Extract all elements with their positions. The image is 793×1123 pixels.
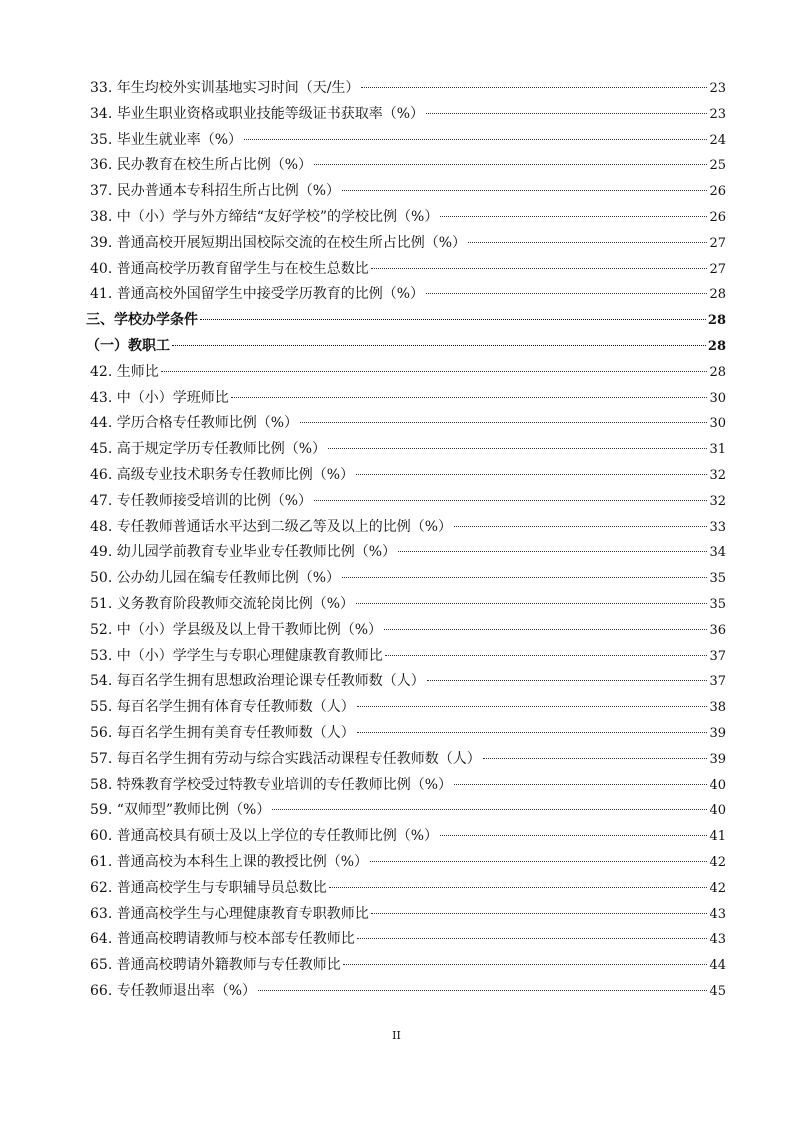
toc-entry-page: 24 <box>709 132 726 148</box>
toc-entry[interactable] <box>86 128 726 154</box>
toc-entry-title: 46. 高级专业技术职务专任教师比例（%） <box>90 466 355 483</box>
dot-leader <box>385 655 708 656</box>
toc-entry[interactable] <box>86 489 726 515</box>
dot-leader <box>343 964 708 965</box>
toc-entry[interactable] <box>86 850 726 876</box>
toc-entry-page: 26 <box>709 184 726 200</box>
dot-leader <box>371 268 708 269</box>
toc-entry[interactable] <box>86 437 726 463</box>
toc-entry-page: 40 <box>709 777 726 793</box>
toc-entry-title: 45. 高于规定学历专任教师比例（%） <box>90 441 327 458</box>
toc-entry[interactable] <box>86 618 726 644</box>
dot-leader <box>329 887 708 888</box>
toc-entry[interactable] <box>86 902 726 928</box>
toc-entry[interactable] <box>86 179 726 205</box>
toc-entry-page: 28 <box>709 364 726 380</box>
toc-entry-page: 39 <box>709 751 726 767</box>
toc-entry[interactable] <box>86 360 726 386</box>
dot-leader <box>200 319 706 320</box>
dot-leader <box>258 990 707 991</box>
toc-entry-page: 41 <box>709 829 726 845</box>
toc-entry-page: 43 <box>709 906 726 922</box>
dot-leader <box>356 603 707 604</box>
toc-entry-title: 38. 中（小）学与外方缔结“友好学校”的学校比例（%） <box>90 208 439 225</box>
toc-entry[interactable] <box>86 463 726 489</box>
toc-entry-title: 50. 公办幼儿园在编专任教师比例（%） <box>90 570 341 587</box>
toc-entry-page: 28 <box>707 313 726 329</box>
dot-leader <box>370 861 707 862</box>
toc-entry-title: 49. 幼儿园学前教育专业毕业专任教师比例（%） <box>90 544 397 561</box>
page-number: II <box>392 1029 401 1042</box>
toc-entry-title: 59. “双师型”教师比例（%） <box>90 802 271 819</box>
dot-leader <box>454 526 707 527</box>
toc-entry-title: 42. 生师比 <box>90 363 159 380</box>
toc-entry[interactable] <box>86 515 726 541</box>
toc-entry-page: 34 <box>709 545 726 561</box>
toc-section-heading[interactable] <box>86 308 726 334</box>
toc-entry-title: 44. 学历合格专任教师比例（%） <box>90 415 299 432</box>
toc-entry-page: 26 <box>709 209 726 225</box>
dot-leader <box>454 784 707 785</box>
toc-entry-page: 36 <box>709 622 726 638</box>
dot-leader <box>314 164 707 165</box>
toc-entry-page: 28 <box>707 338 726 354</box>
toc-entry-page: 28 <box>709 287 726 303</box>
toc-entry-page: 25 <box>709 158 726 174</box>
toc-entry-page: 37 <box>709 674 726 690</box>
toc-entry[interactable] <box>86 102 726 128</box>
dot-leader <box>483 758 708 759</box>
dot-leader <box>300 422 707 423</box>
toc-entry-page: 38 <box>709 700 726 716</box>
toc-entry-title: 56. 每百名学生拥有美育专任教师数（人） <box>90 724 355 741</box>
toc-entry-title: 48. 专任教师普通话水平达到二级乙等及以上的比例（%） <box>90 518 453 535</box>
toc-entry-page: 32 <box>709 493 726 509</box>
toc-entry[interactable] <box>86 566 726 592</box>
toc-entry-page: 33 <box>709 519 726 535</box>
dot-leader <box>328 448 707 449</box>
toc-entry-page: 23 <box>709 81 726 96</box>
toc-entry-title: （一）教职工 <box>86 337 170 354</box>
toc-subsection-heading[interactable] <box>86 334 726 360</box>
toc-entry[interactable] <box>86 669 726 695</box>
toc-entry-page: 23 <box>709 106 726 122</box>
toc-entry-title: 63. 普通高校学生与心理健康教育专职教师比 <box>90 905 369 922</box>
toc-entry-title: 65. 普通高校聘请外籍教师与专任教师比 <box>90 957 341 974</box>
dot-leader <box>371 913 708 914</box>
toc-entry[interactable] <box>86 979 726 1005</box>
toc-entry[interactable] <box>86 257 726 283</box>
toc-entry-page: 44 <box>709 958 726 974</box>
toc-entry-page: 32 <box>709 467 726 483</box>
toc-entry-title: 53. 中（小）学学生与专职心理健康教育教师比 <box>90 647 383 664</box>
toc-entry[interactable] <box>86 721 726 747</box>
toc-entry[interactable] <box>86 747 726 773</box>
toc-entry[interactable] <box>86 644 726 670</box>
dot-leader <box>426 113 707 114</box>
dot-leader <box>272 809 707 810</box>
toc-entry-title: 64. 普通高校聘请教师与校本部专任教师比 <box>90 931 355 948</box>
toc-entry-title: 41. 普通高校外国留学生中接受学历教育的比例（%） <box>90 286 425 303</box>
toc-entry-title: 57. 每百名学生拥有劳动与综合实践活动课程专任教师数（人） <box>90 750 481 767</box>
toc-entry[interactable] <box>86 231 726 257</box>
dot-leader <box>361 87 707 88</box>
toc-entry-page: 30 <box>709 416 726 432</box>
dot-leader <box>342 577 707 578</box>
toc-entry-page: 37 <box>709 648 726 664</box>
toc-entry-page: 27 <box>709 235 726 251</box>
toc-entry-page: 43 <box>709 932 726 948</box>
toc-entry[interactable] <box>86 540 726 566</box>
toc-entry-page: 42 <box>709 854 726 870</box>
toc-entry-title: 36. 民办教育在校生所占比例（%） <box>90 157 313 174</box>
dot-leader <box>356 474 707 475</box>
toc-entry-title: 35. 毕业生就业率（%） <box>90 131 243 148</box>
toc-entry[interactable] <box>86 695 726 721</box>
dot-leader <box>172 345 706 346</box>
toc-entry[interactable] <box>86 153 726 179</box>
toc-entry[interactable] <box>86 773 726 799</box>
toc-entry-title: 55. 每百名学生拥有体育专任教师数（人） <box>90 699 355 716</box>
toc-entry-title: 52. 中（小）学县级及以上骨干教师比例（%） <box>90 621 383 638</box>
dot-leader <box>244 139 707 140</box>
dot-leader <box>231 397 708 398</box>
toc-entry-title: 51. 义务教育阶段教师交流轮岗比例（%） <box>90 595 355 612</box>
toc-entry-title: 三、学校办学条件 <box>86 312 198 329</box>
toc-entry-title: 60. 普通高校具有硕士及以上学位的专任教师比例（%） <box>90 828 439 845</box>
dot-leader <box>357 706 708 707</box>
toc-entry[interactable] <box>86 953 726 979</box>
toc-entry[interactable] <box>86 386 726 412</box>
dot-leader <box>440 835 707 836</box>
toc-entry-page: 35 <box>709 571 726 587</box>
toc-entry-title: 54. 每百名学生拥有思想政治理论课专任教师数（人） <box>90 673 425 690</box>
toc-entry-page: 40 <box>709 803 726 819</box>
toc-entry[interactable] <box>86 798 726 824</box>
toc-entry-title: 58. 特殊教育学校受过特教专业培训的专任教师比例（%） <box>90 776 453 793</box>
dot-leader <box>426 293 707 294</box>
dot-leader <box>314 500 707 501</box>
toc-entry-title: 40. 普通高校学历教育留学生与在校生总数比 <box>90 260 369 277</box>
toc-entry[interactable] <box>86 876 726 902</box>
toc-entry-title: 34. 毕业生职业资格或职业技能等级证书获取率（%） <box>90 105 425 122</box>
toc-entry-title: 62. 普通高校学生与专职辅导员总数比 <box>90 879 327 896</box>
toc-entry[interactable] <box>86 205 726 231</box>
dot-leader <box>398 551 707 552</box>
toc-entry-page: 31 <box>709 442 726 458</box>
toc-entry-page: 30 <box>709 390 726 406</box>
toc-entry[interactable] <box>86 824 726 850</box>
toc-entry-page: 42 <box>709 880 726 896</box>
toc-entry-title: 37. 民办普通本专科招生所占比例（%） <box>90 183 341 200</box>
toc-entry[interactable] <box>86 411 726 437</box>
toc-entry-title: 66. 专任教师退出率（%） <box>90 982 257 999</box>
dot-leader <box>468 242 707 243</box>
dot-leader <box>384 629 707 630</box>
toc-entry[interactable] <box>86 76 726 102</box>
dot-leader <box>427 680 708 681</box>
toc-entry-page: 35 <box>709 596 726 612</box>
toc-entry-title: 43. 中（小）学班师比 <box>90 389 229 406</box>
toc-entry-page: 45 <box>709 983 726 999</box>
dot-leader <box>440 216 707 217</box>
toc-entry-title: 33. 年生均校外实训基地实习时间（天/生） <box>90 80 360 96</box>
dot-leader <box>357 732 708 733</box>
toc-entry[interactable] <box>86 927 726 953</box>
dot-leader <box>342 190 707 191</box>
table-of-contents <box>86 76 726 1005</box>
toc-entry-title: 39. 普通高校开展短期出国校际交流的在校生所占比例（%） <box>90 234 467 251</box>
toc-entry[interactable] <box>86 592 726 618</box>
toc-entry-page: 27 <box>709 261 726 277</box>
toc-entry-title: 61. 普通高校为本科生上课的教授比例（%） <box>90 853 369 870</box>
toc-entry-page: 39 <box>709 725 726 741</box>
dot-leader <box>161 371 708 372</box>
toc-entry-title: 47. 专任教师接受培训的比例（%） <box>90 492 313 509</box>
dot-leader <box>357 938 708 939</box>
toc-entry[interactable] <box>86 282 726 308</box>
